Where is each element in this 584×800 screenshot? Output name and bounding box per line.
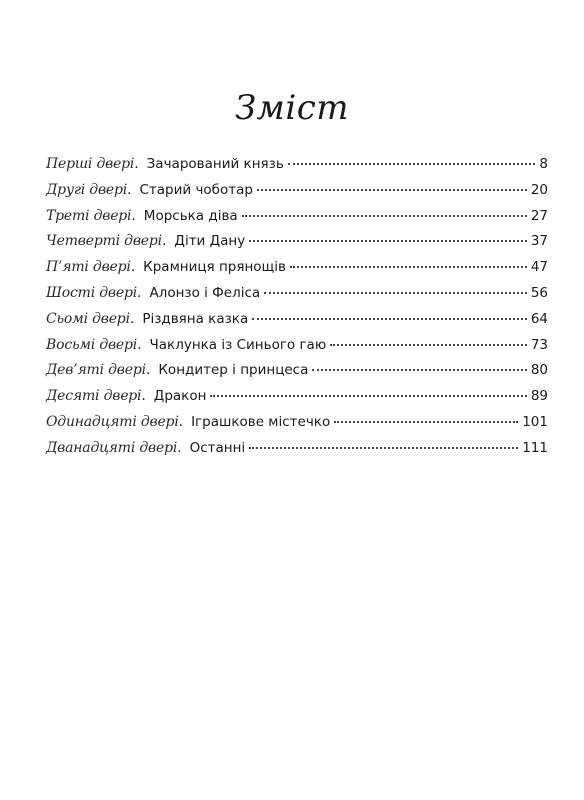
page-number: 80: [530, 362, 548, 379]
toc-entry: [46, 182, 548, 208]
toc-entry: [46, 156, 548, 182]
door-label: Четверті двері: [46, 233, 162, 250]
dot-leader: [252, 318, 527, 320]
page-number: 64: [530, 310, 548, 327]
chapter-title: Зачарований князь: [146, 156, 284, 172]
toc-entry: [46, 233, 548, 259]
page-number: 37: [530, 233, 548, 250]
chapter-title: Кондитер і принцеса: [158, 362, 309, 379]
chapter-title: Крамниця прянощів: [143, 259, 286, 276]
dot-leader: [330, 344, 527, 346]
toc-entry: [46, 337, 548, 363]
toc-entry: [46, 414, 548, 440]
door-label: Другі двері: [46, 181, 128, 198]
chapter-title: Діти Дану: [174, 233, 246, 250]
page-number: 56: [530, 284, 548, 301]
dot-leader: [334, 421, 518, 423]
toc-entry: [46, 285, 548, 311]
chapter-title: Чаклунка із Синього гаю: [149, 336, 327, 353]
page-number: 8: [539, 156, 548, 172]
door-separator: .: [178, 413, 184, 430]
door-separator: .: [177, 439, 182, 456]
page-number: 73: [530, 336, 548, 353]
dot-leader: [242, 215, 527, 217]
chapter-title: Алонзо і Феліса: [149, 284, 261, 301]
dot-leader: [257, 189, 527, 191]
chapter-title: Останні: [189, 439, 246, 456]
chapter-title: Морська діва: [143, 207, 238, 224]
dot-leader: [249, 240, 527, 242]
door-separator: .: [134, 156, 139, 172]
toc-entry: [46, 208, 548, 234]
chapter-title: Старий чоботар: [139, 181, 253, 198]
page-number: 89: [530, 388, 548, 405]
door-separator: .: [137, 284, 142, 301]
table-of-contents: [46, 156, 548, 466]
toc-entry: [46, 388, 548, 414]
chapter-title: Дракон: [153, 388, 207, 405]
door-label: Сьомі двері: [46, 310, 130, 327]
door-separator: .: [130, 259, 136, 276]
toc-entry: [46, 311, 548, 337]
page-number: 27: [530, 207, 548, 224]
dot-leader: [210, 395, 526, 397]
door-label: Дванадцяті двері: [46, 439, 178, 456]
door-label: Десяті двері: [46, 388, 142, 405]
dot-leader: [312, 369, 526, 371]
door-label: Восьмі двері: [46, 336, 138, 353]
door-separator: .: [137, 336, 142, 353]
door-separator: .: [161, 233, 167, 250]
door-label: Шості двері: [46, 284, 137, 301]
page-title: Зміст: [234, 88, 350, 128]
door-separator: .: [131, 207, 136, 224]
page-number: 111: [522, 439, 548, 456]
dot-leader: [290, 266, 527, 268]
door-separator: .: [127, 181, 132, 198]
page-number: 47: [530, 259, 548, 276]
chapter-title: Різдвяна казка: [142, 310, 249, 327]
page-number: 101: [522, 413, 548, 430]
toc-entry: [46, 362, 548, 388]
dot-leader: [249, 447, 518, 449]
door-label: Треті двері: [46, 207, 132, 224]
door-label: П’яті двері: [46, 259, 131, 276]
door-label: Перші двері: [46, 156, 135, 172]
door-separator: .: [145, 362, 151, 379]
toc-entry: [46, 440, 548, 466]
door-separator: .: [129, 310, 135, 327]
toc-entry: [46, 259, 548, 285]
door-label: Дев’яті двері: [46, 362, 146, 379]
chapter-title: Іграшкове містечко: [191, 413, 331, 430]
dot-leader: [264, 292, 527, 294]
door-separator: .: [141, 388, 146, 405]
page-number: 20: [530, 181, 548, 198]
door-label: Одинадцяті двері: [46, 413, 179, 430]
dot-leader: [288, 163, 536, 165]
